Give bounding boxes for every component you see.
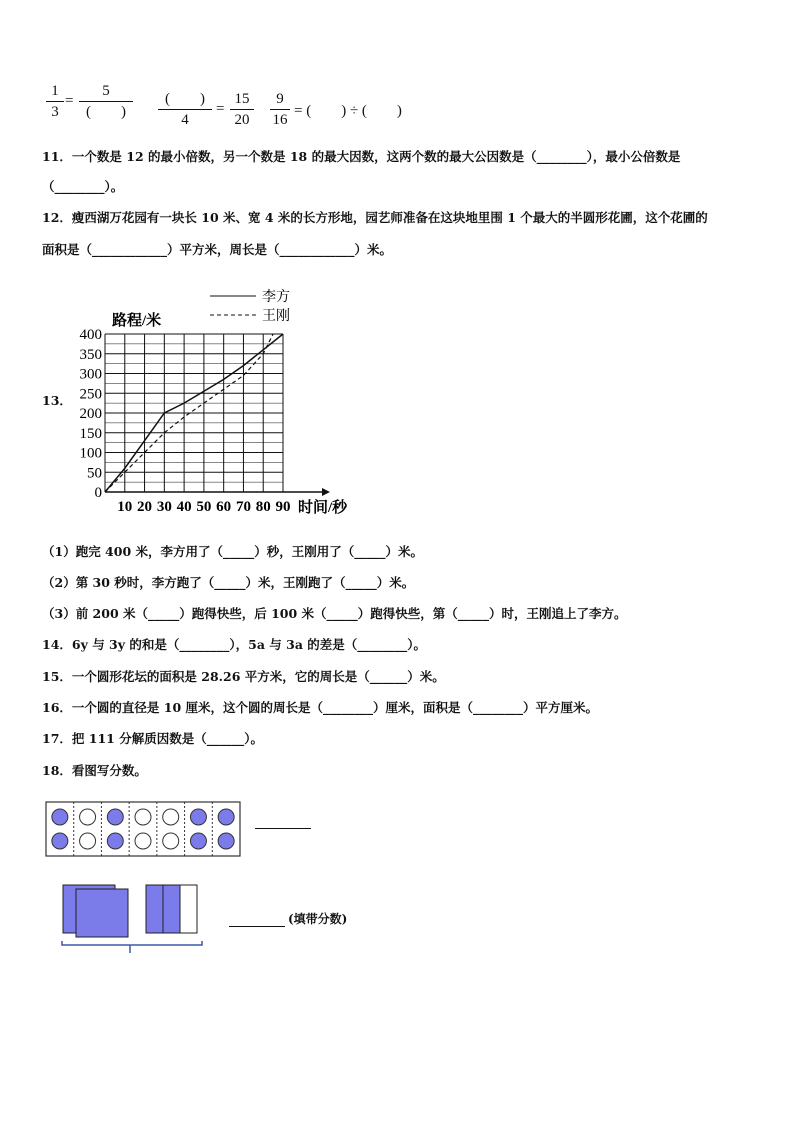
distance-time-chart	[60, 280, 370, 520]
answer-line-squares	[229, 926, 285, 927]
fraction-nine-sixteen: 9 16	[270, 90, 290, 129]
square-front	[76, 889, 128, 937]
filled-circle	[218, 809, 234, 825]
chart-axes	[105, 488, 330, 496]
empty-circle	[80, 809, 96, 825]
y-tick-labels	[80, 327, 103, 501]
x-tick-label: 20	[137, 499, 153, 515]
question-13-sub3: （3）前 200 米（_____）跑得快些，后 100 米（_____）跑得快些，第（_____）时，王刚追上了李方。	[42, 606, 627, 621]
x-tick-label: 40	[176, 499, 192, 515]
filled-circle	[190, 833, 206, 849]
empty-circle	[80, 833, 96, 849]
question-16: 16．一个圆的直径是 10 厘米，这个圆的周长是（________）厘米，面积是（________）平方厘米。	[42, 700, 598, 715]
equals-sign: =	[65, 93, 74, 109]
y-tick-label: 400	[79, 327, 102, 343]
question-13-sub2: （2）第 30 秒时，李方跑了（_____）米，王刚跑了（_____）米。	[42, 575, 415, 590]
circles-figure	[44, 800, 244, 860]
equals-sign: =	[216, 101, 225, 117]
y-tick-label: 100	[79, 445, 102, 462]
x-tick-label: 80	[255, 499, 271, 515]
fraction-five-blank: 5 ( )	[79, 82, 133, 121]
empty-circle	[163, 809, 179, 825]
filled-bar	[163, 885, 180, 933]
legend-label-lifang: 李方	[262, 290, 290, 305]
question-17: 17．把 111 分解质因数是（______）。	[42, 731, 263, 746]
question-11-line2: （________）。	[42, 179, 124, 194]
x-axis-arrow	[322, 488, 330, 496]
question-12-line1: 12．瘦西湖万花园有一块长 10 米、宽 4 米的长方形地，园艺师准备在这块地里围 1 个最大的半圆形花圃，这个花圃的	[42, 210, 708, 225]
x-tick-label: 60	[216, 499, 232, 515]
filled-bar	[146, 885, 163, 933]
question-18: 18．看图写分数。	[42, 763, 147, 778]
fraction-one-third: 1 3	[46, 82, 64, 121]
y-tick-label: 250	[79, 386, 102, 403]
question-12-line2: 面积是（____________）平方米，周长是（____________）米。	[42, 242, 393, 257]
y-axis-label: 路程/米	[112, 313, 162, 329]
question-13-label: 13．	[42, 393, 72, 408]
x-tick-label: 50	[196, 499, 212, 515]
x-tick-labels	[117, 499, 290, 515]
empty-circle	[135, 833, 151, 849]
filled-circle	[190, 809, 206, 825]
filled-circle	[107, 809, 123, 825]
filled-circle	[52, 833, 68, 849]
division-expression: = ( ) ÷ ( )	[294, 103, 402, 119]
x-tick-label: 30	[156, 499, 172, 515]
filled-circle	[52, 809, 68, 825]
y-tick-label: 350	[79, 346, 102, 363]
filled-circle	[218, 833, 234, 849]
y-tick-label: 200	[79, 406, 102, 422]
question-13-sub1: （1）跑完 400 米，李方用了（_____）秒，王刚用了（_____）米。	[42, 544, 423, 559]
x-tick-label: 10	[117, 499, 133, 515]
y-tick-label: 0	[94, 485, 102, 501]
x-tick-label: 70	[235, 499, 251, 515]
x-tick-label: 90	[275, 499, 291, 515]
empty-bar	[180, 885, 197, 933]
y-tick-label: 50	[87, 465, 102, 482]
squares-figure	[54, 876, 214, 956]
legend-label-wanggang: 王刚	[262, 309, 290, 324]
answer-line-circles	[255, 828, 311, 829]
fraction-blank-four: ( ) 4	[158, 90, 212, 129]
chart-grid	[105, 334, 283, 492]
empty-circle	[135, 809, 151, 825]
question-11-line1: 11．一个数是 12 的最小倍数，另一个数是 18 的最大因数，这两个数的最大公因数是（________），最小公倍数是	[42, 149, 681, 164]
question-14: 14．6y 与 3y 的和是（________），5a 与 3a 的差是（________）。	[42, 637, 427, 652]
partial-square	[146, 885, 197, 933]
empty-circle	[163, 833, 179, 849]
x-axis-label: 时间/秒	[298, 500, 348, 516]
question-15: 15．一个圆形花坛的面积是 28.26 平方米，它的周长是（______）米。	[42, 669, 445, 684]
y-tick-label: 150	[79, 425, 102, 442]
mixed-number-note: (填带分数)	[288, 912, 348, 926]
y-tick-label: 300	[79, 366, 102, 383]
bracket	[62, 941, 202, 953]
fraction-fifteen-twenty: 15 20	[230, 90, 254, 129]
filled-circle	[107, 833, 123, 849]
